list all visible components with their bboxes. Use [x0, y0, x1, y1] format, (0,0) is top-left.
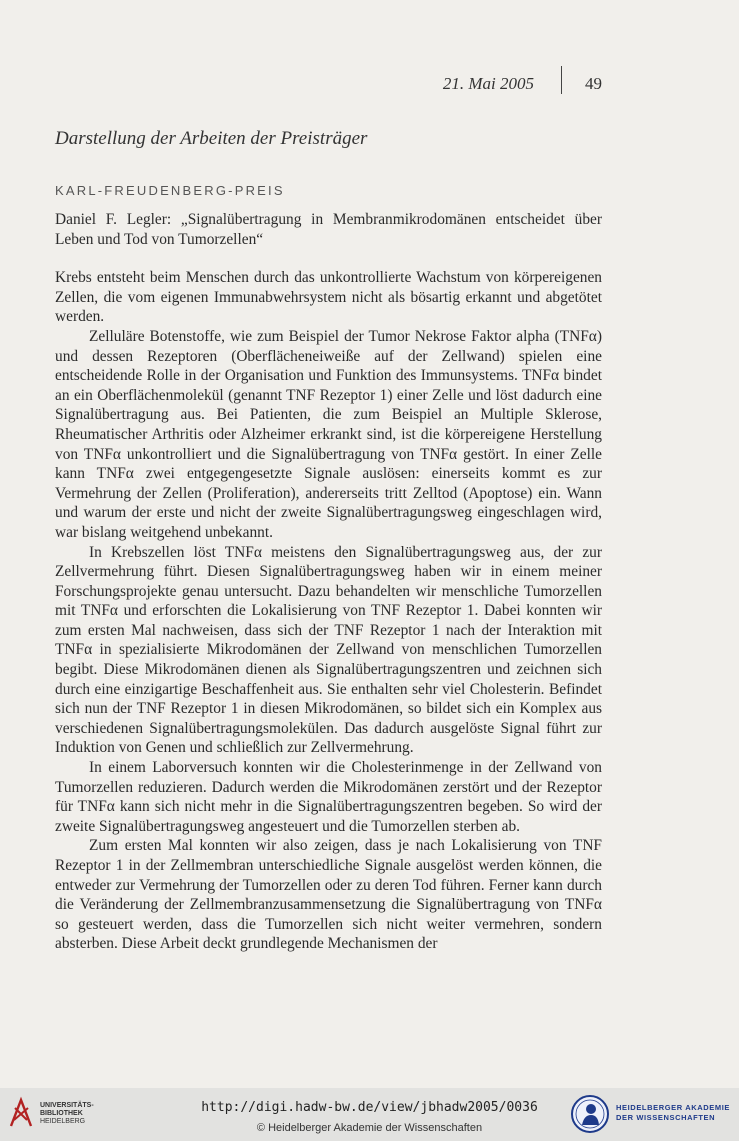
paragraph: In Krebszellen löst TNFα meistens den Signalübertragungsweg aus, der zur Zellvermehrung führt. Diesen Signalübertragungsweg haben wir in einem meiner Forschungsprojekte genau untersucht. Dazu behandelten wir menschliche Tumorzellen mit TNFα und erforschten die Lokalisierung von TNF Rezeptor 1. Dabei konnten wir zum ersten Mal nachweisen, dass sich der TNF Rezeptor 1 nach der Interaktion mit TNFα in spezialisierte Mikrodomänen der Zellwand von menschlichen Tumorzellen begibt. Diese Mikrodomänen dienen als Signalübertragungszentren und zeichnen sich durch eine einzigartige Beschaffenheit aus. Sie enthalten sehr viel Cholesterin. Befindet sich nun der TNF Rezeptor 1 in diesen Mikrodomänen, so bildet sich ein Komplex aus verschiedenen Signalübertragungsmolekülen. Das dadurch ausgelöste Signal führt zur Induktion von Genen und schließlich zur Zellvermehrung. [55, 543, 602, 757]
page-number: 49 [585, 74, 602, 93]
academy-name[interactable]: HEIDELBERGER AKADEMIE DER WISSENSCHAFTEN [616, 1103, 730, 1122]
section-title: Darstellung der Arbeiten der Preisträger [55, 128, 368, 149]
academy-seal-icon[interactable] [570, 1094, 610, 1134]
header-date: 21. Mai 2005 [442, 74, 534, 93]
article-body [55, 210, 602, 954]
paragraph: Zum ersten Mal konnten wir also zeigen, dass je nach Lokalisierung von TNF Rezeptor 1 in der Zellmembran unterschiedliche Signale ausgelöst werden können, die entweder zur Vermehrung der Tumorzellen oder zu deren Tod führen. Ferner kann durch die Veränderung der Zellmembranzusammensetzung die Signalübertragung von TNFα so gesteuert werden, dass die Tumorzellen sich nicht weiter vermehren, sondern absterben. Diese Arbeit deckt grundlegende Mechanismen der [55, 837, 602, 953]
header-separator [561, 66, 562, 94]
running-header [0, 74, 739, 98]
permalink-url[interactable]: http://digi.hadw-bw.de/view/jbhadw2005/0036 [201, 1100, 538, 1115]
university-library-name[interactable]: UNIVERSITÄTS- BIBLIOTHEK HEIDELBERG [40, 1102, 94, 1125]
copyright-notice: © Heidelberger Akademie der Wissenschaften [256, 1122, 483, 1134]
paragraph: Krebs entsteht beim Menschen durch das unkontrollierte Wachstum von körpereigenen Zellen, die vom eigenen Immunabwehrsystem nicht als bösartig erkannt und abgetötet werden. [55, 269, 602, 326]
viewer-footer [0, 1088, 739, 1141]
paragraph: In einem Laborversuch konnten wir die Cholesterinmenge in der Zellwand von Tumorzellen reduzieren. Dadurch werden die Mikrodomänen zerstört und der Rezeptor für TNFα kann sich nicht mehr in die Signalübertragungszentren begeben. So wird der zweite Signalübertragungsweg angesteuert und die Tumorzellen sterben ab. [55, 759, 602, 835]
article-lead: Daniel F. Legler: „Signalübertragung in Membranmikrodomänen entscheidet über Leben und Tod von Tumorzellen“ [55, 211, 602, 248]
prize-heading: KARL-FREUDENBERG-PREIS [55, 183, 285, 198]
paragraph: Zelluläre Botenstoffe, wie zum Beispiel der Tumor Nekrose Faktor alpha (TNFα) und dessen Rezeptoren (Oberflächeneiweiße auf der Zellwand) spielen eine entscheidende Rolle in der Organisation und Funktion des Immunsystems. TNFα bindet an ein Oberflächenmolekül (genannt TNF Rezeptor 1) einer Zelle und löst dadurch eine Signalübertragung aus. Bei Patienten, die zum Beispiel an Multiple Sklerose, Rheumatischer Arthritis oder Alzheimer erkrankt sind, ist die körpereigene Herstellung von TNFα unkontrolliert und die Signalübertragung von TNFα gestört. In einer Zelle kann TNFα zwei entgegengesetzte Signale auslösen: einerseits kommt es zur Vermehrung der Zellen (Proliferation), andererseits tritt Zelltod (Apoptose) ein. Wann und warum der erste und nicht der zweite Signalübertragungsweg eingeschlagen wird, war bislang weitgehend unbekannt. [55, 327, 602, 541]
